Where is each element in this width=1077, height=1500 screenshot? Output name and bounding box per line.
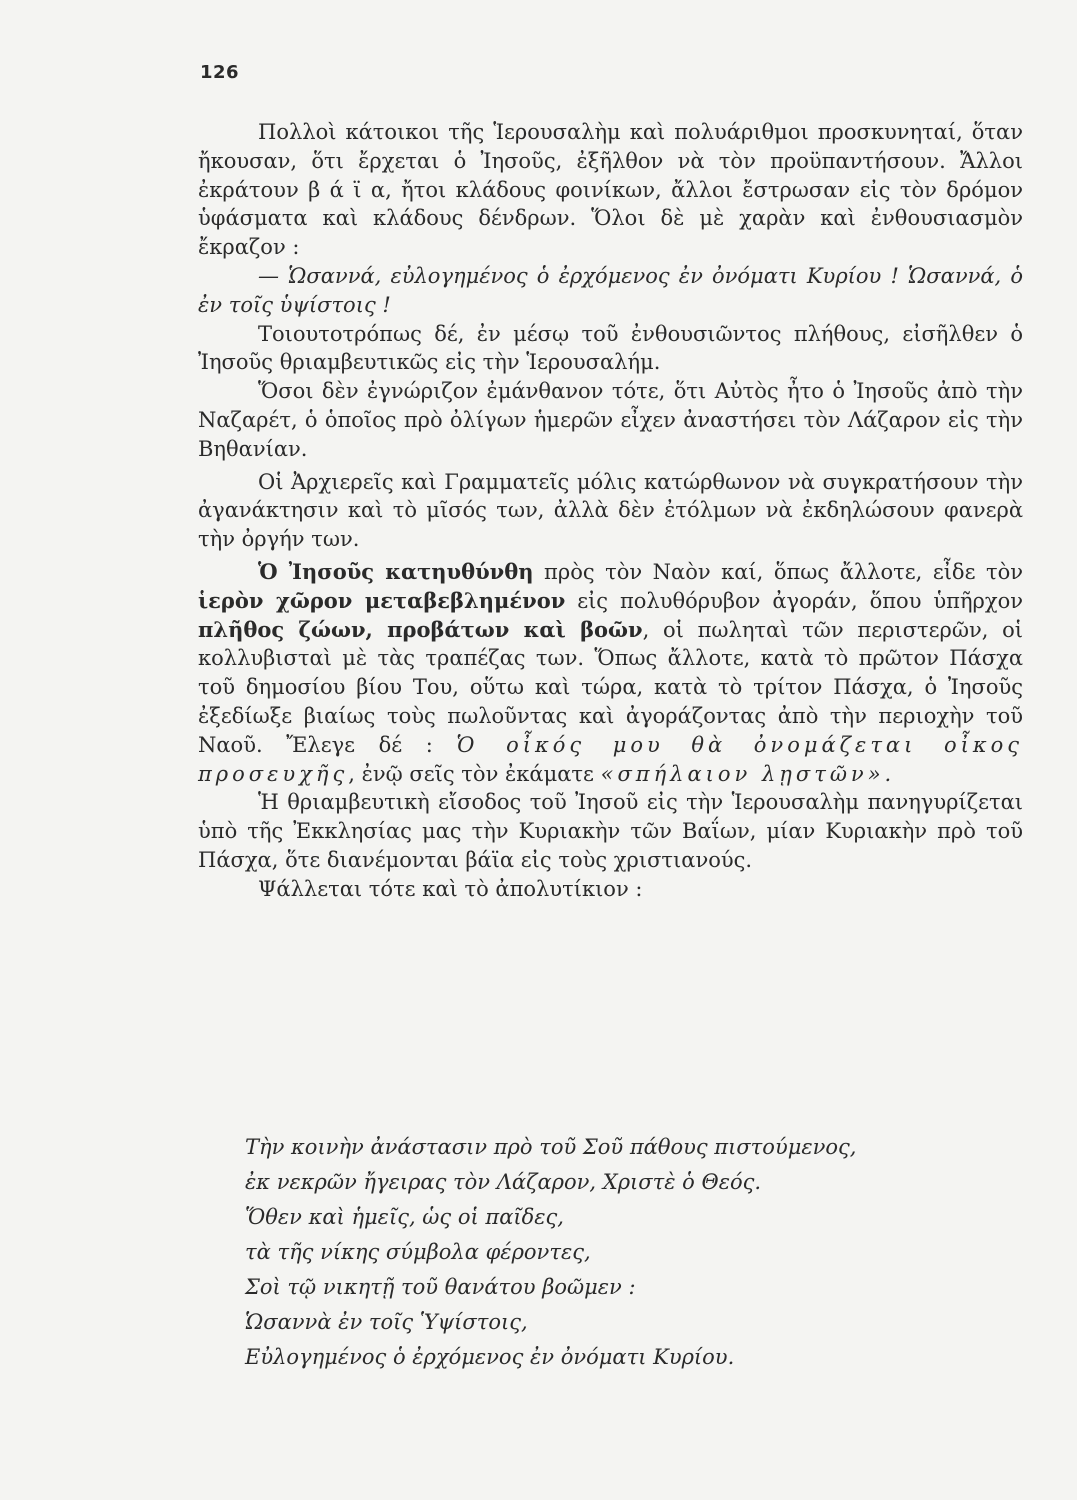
bold-phrase-1: Ὁ Ἰησοῦς κατηυθύνθη xyxy=(258,558,534,584)
hymn-line: ἐκ νεκρῶν ἤγειρας τὸν Λάζαρον, Χριστὲ ὁ Θεός. xyxy=(245,1170,762,1194)
paragraph-6 xyxy=(198,558,1023,788)
paragraph-3: Τοιουτοτρόπως δέ, ἐν μέσῳ τοῦ ἐνθουσιῶντος πλήθους, εἰσῆλθεν ὁ Ἰησοῦς θριαμβευτικῶς εἰς τὴν Ἱερουσαλήμ. xyxy=(198,321,1023,375)
paragraph-1: Πολλοὶ κάτοικοι τῆς Ἱερουσαλὴμ καὶ πολυάριθμοι προσκυνηταί, ὅταν ἤκουσαν, ὅτι ἔρχεται ὁ Ἰησοῦς, ἐξῆλθον νὰ τὸν προϋπαντήσουν. Ἄλλοι ἐκράτουν β ά ϊ α, ἤτοι κλάδους φοινίκων, ἄλλοι ἔστρωσαν εἰς τὸν δρόμον ὑφάσματα καὶ κλάδους δένδρων. Ὅλοι δὲ μὲ χαρὰν καὶ ἐνθουσιασμὸν ἔκραζον : xyxy=(198,120,1023,260)
paragraph-4: Ὅσοι δὲν ἐγνώριζον ἐμάνθανον τότε, ὅτι Αὐτὸς ἦτο ὁ Ἰησοῦς ἀπὸ τὴν Ναζαρέτ, ὁ ὁποῖος πρὸ ὀλίγων ἡμερῶν εἶχεν ἀναστήσει τὸν Λάζαρον εἰς τὴν Βηθανίαν. xyxy=(198,379,1023,461)
page-number: 126 xyxy=(200,62,240,83)
text-segment-1: πρὸς τὸν Ναὸν καί, ὅπως ἄλλοτε, εἶδε τὸν xyxy=(533,559,1023,584)
body-text xyxy=(198,118,1023,904)
text-segment-2: εἰς πολυθόρυβον ἀγοράν, ὅπου ὑπῆρχον xyxy=(565,588,1023,613)
text-segment-3: , οἱ πωληταὶ τῶν περιστερῶν, οἱ κολλυβισταὶ μὲ τὰς τραπέζας των. Ὅπως ἄλλοτε, κατὰ τὸ πρῶτον Πάσχα τοῦ δημοσίου βίου Του, οὕτω καὶ τώρα, κατὰ τὸ τρίτον Πάσχα, ὁ Ἰησοῦς ἐξεδίωξε βιαίως τοὺς πωλοῦντας καὶ ἀγοράζοντας ἀπὸ τὴν περιοχὴν τοῦ Ναοῦ. Ἔλεγε δέ : xyxy=(198,617,1023,757)
hymn-line: τὰ τῆς νίκης σύμβολα φέροντες, xyxy=(245,1240,591,1264)
paragraph-5: Οἱ Ἀρχιερεῖς καὶ Γραμματεῖς μόλις κατώρθωνον νὰ συγκρατήσουν τὴν ἀγανάκτησιν καὶ τὸ μῖσός των, ἀλλὰ δὲν ἐτόλμων νὰ ἐκδηλώσουν φανερὰ τὴν ὀργήν των. xyxy=(198,469,1023,552)
hymn-line: Σοὶ τῷ νικητῇ τοῦ θανάτου βοῶμεν : xyxy=(245,1275,636,1299)
paragraph-8: Ψάλλεται τότε καὶ τὸ ἀπολυτίκιον : xyxy=(258,876,643,901)
hymn-line: Εὐλογημένος ὁ ἐρχόμενος ἐν ὀνόματι Κυρίου. xyxy=(245,1345,735,1369)
quote-house-of-prayer: Ὁ οἶκός μου θὰ ὀνομάζεται οἶκος προσευχῆς xyxy=(198,732,1023,786)
hymn-line: Ὡσαννὰ ἐν τοῖς Ὑψίστοις, xyxy=(245,1310,528,1334)
bold-phrase-2: ἱερὸν χῶρον μεταβεβλημένον xyxy=(198,587,566,613)
apolytikion-hymn xyxy=(245,1130,1005,1375)
bold-phrase-3: πλῆθος ζώων, προβάτων καὶ βοῶν xyxy=(198,616,643,642)
paragraph-7: Ἡ θριαμβευτικὴ εἴσοδος τοῦ Ἰησοῦ εἰς τὴν Ἱερουσαλὴμ πανηγυρίζεται ὑπὸ τῆς Ἐκκλησίας μας τὴν Κυριακὴν τῶν Βαΐων, μίαν Κυριακὴν πρὸ τοῦ Πάσχα, ὅτε διανέμονται βάϊα εἰς τοὺς χριστιανούς. xyxy=(198,790,1023,872)
hymn-line: Ὅθεν καὶ ἡμεῖς, ὡς οἱ παῖδες, xyxy=(245,1205,564,1229)
text-segment-4: , ἐνῷ σεῖς τὸν ἐκάματε xyxy=(348,761,601,786)
hymn-line: Τὴν κοινὴν ἀνάστασιν πρὸ τοῦ Σοῦ πάθους πιστούμενος, xyxy=(245,1135,857,1159)
quote-den-of-thieves: «σπήλαιον λῃστῶν». xyxy=(600,761,896,786)
paragraph-2-hosanna: — Ὡσαννά, εὐλογημένος ὁ ἐρχόμενος ἐν ὀνόματι Κυρίου ! Ὡσαννά, ὁ ἐν τοῖς ὑψίστοις ! xyxy=(198,263,1023,317)
